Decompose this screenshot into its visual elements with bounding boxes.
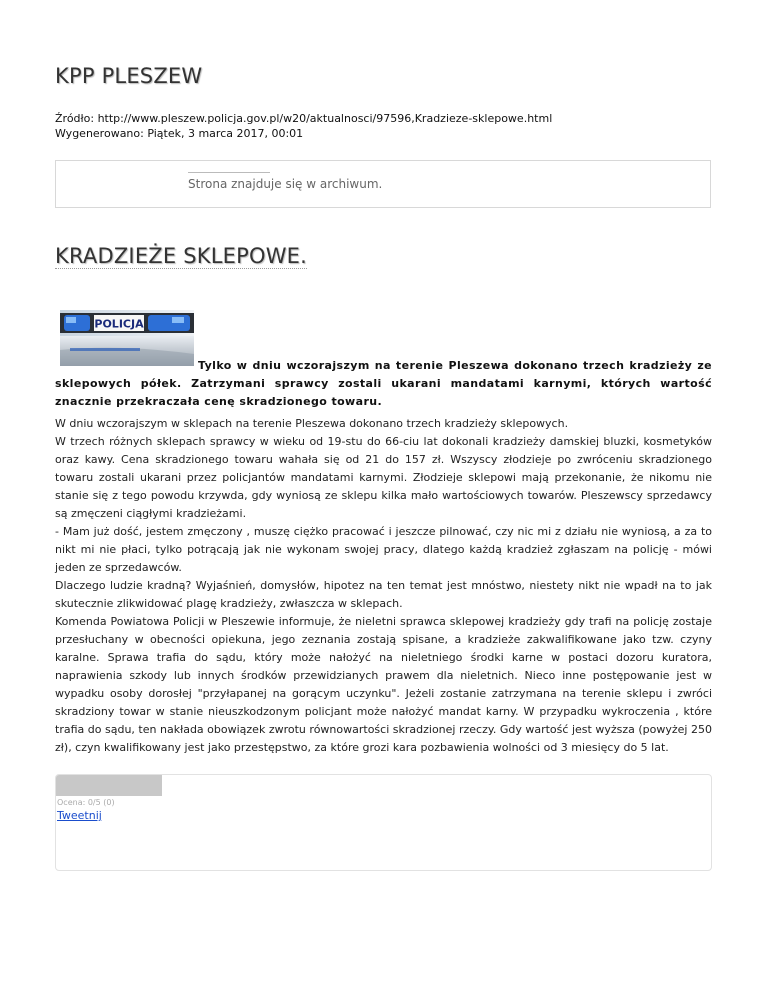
article-title-text: KRADZIEŻE SKLEPOWE.	[55, 244, 307, 268]
article-title	[55, 244, 307, 268]
article-body	[55, 415, 712, 757]
article-paragraph: W dniu wczorajszym w sklepach na terenie Pleszewa dokonano trzech kradzieży sklepowych.	[55, 417, 569, 430]
source-line: Źródło: http://www.pleszew.policja.gov.pl/w20/aktualnosci/97596,Kradzieze-sklepowe.html	[55, 112, 553, 125]
tweet-link[interactable]: Tweetnij	[57, 809, 102, 822]
article-paragraph: Komenda Powiatowa Policji w Pleszewie informuje, że nieletni sprawca sklepowej kradzieży gdy trafi na policję zostaje przesłuchany w obecności opiekuna, jego zeznania zostają spisane, a kradzieże zakwalifikowane jako tzw. czyny karalne. Sprawa trafia do sądu, który może nałożyć na nieletniego środki karne w postaci dozoru kuratora, naprawienia szkody lub innych środków przewidzianych prawem dla nieletnich. Nieco inne postępowanie jest w wypadku osoby dorosłej "przyłapanej na gorącym uczynku". Jeżeli zostanie zatrzymana na terenie sklepu i zwróci skradziony towar w stanie nieuszkodzonym policjant może nałożyć mandat karny. W przypadku wykroczenia , które trafia do sądu, ten nakłada obowiązek zwrotu równowartości skradzionej rzeczy. Gdy wartość jest wyższa (powyżej 250 zł), czyn kwalifikowany jest jako przestępstwo, za które grozi kara pozbawienia wolności od 3 miesięcy do 5 lat.	[55, 615, 712, 754]
article-paragraph: - Mam już dość, jestem zmęczony , muszę ciężko pracować i jeszcze pilnować, czy nic mi z działu nie wyniosą, a za to nikt mi nie płaci, tylko potrącają jak nie wykonam swojej pracy, dlatego każdą kradzież zgłaszam na policję - mówi jeden ze sprzedawców.	[55, 525, 712, 574]
rating-stars-bar[interactable]	[56, 775, 162, 796]
article-paragraph: Dlaczego ludzie kradną? Wyjaśnień, domysłów, hipotez na ten temat jest mnóstwo, niestety nikt nie wpadł na to jak skutecznie zlikwidować plagę kradzieży, zwłaszcza w sklepach.	[55, 579, 712, 610]
photo-police-sign: POLICJA	[94, 317, 144, 331]
rating-box	[55, 774, 712, 871]
archive-divider	[188, 172, 270, 173]
archive-notice-box	[55, 160, 711, 208]
site-title: KPP PLESZEW	[55, 64, 203, 88]
archive-notice: Strona znajduje się w archiwum.	[188, 177, 383, 191]
article-lead	[55, 357, 712, 411]
document-meta	[55, 111, 552, 141]
article-lead-text: Tylko w dniu wczorajszym na terenie Pleszewa dokonano trzech kradzieży ze sklepowych półek. Zatrzymani sprawcy zostali ukarani mandatami karnymi, których wartość znacznie przekraczała cenę skradzionego towaru.	[55, 359, 712, 408]
rating-label: Ocena: 0/5 (0)	[57, 798, 115, 807]
generated-line: Wygenerowano: Piątek, 3 marca 2017, 00:01	[55, 127, 304, 140]
article-paragraph: W trzech różnych sklepach sprawcy w wieku od 19-stu do 66-ciu lat dokonali kradzieży damskiej bluzki, kosmetyków oraz kawy. Cena skradzionego towaru wahała się od 21 do 157 zł. Wszyscy złodzieje po zwróceniu skradzionego towaru zostali ukarani przez policjantów mandatami karnymi. Złodzieje sklepowi mają przekonanie, że nikomu nie stanie się z tego powodu krzywda, gdy wyniosą ze sklepu kilka mało wartościowych towarów. Pleszewscy sprzedawcy są zmęczeni ciągłymi kradzieżami.	[55, 435, 712, 520]
